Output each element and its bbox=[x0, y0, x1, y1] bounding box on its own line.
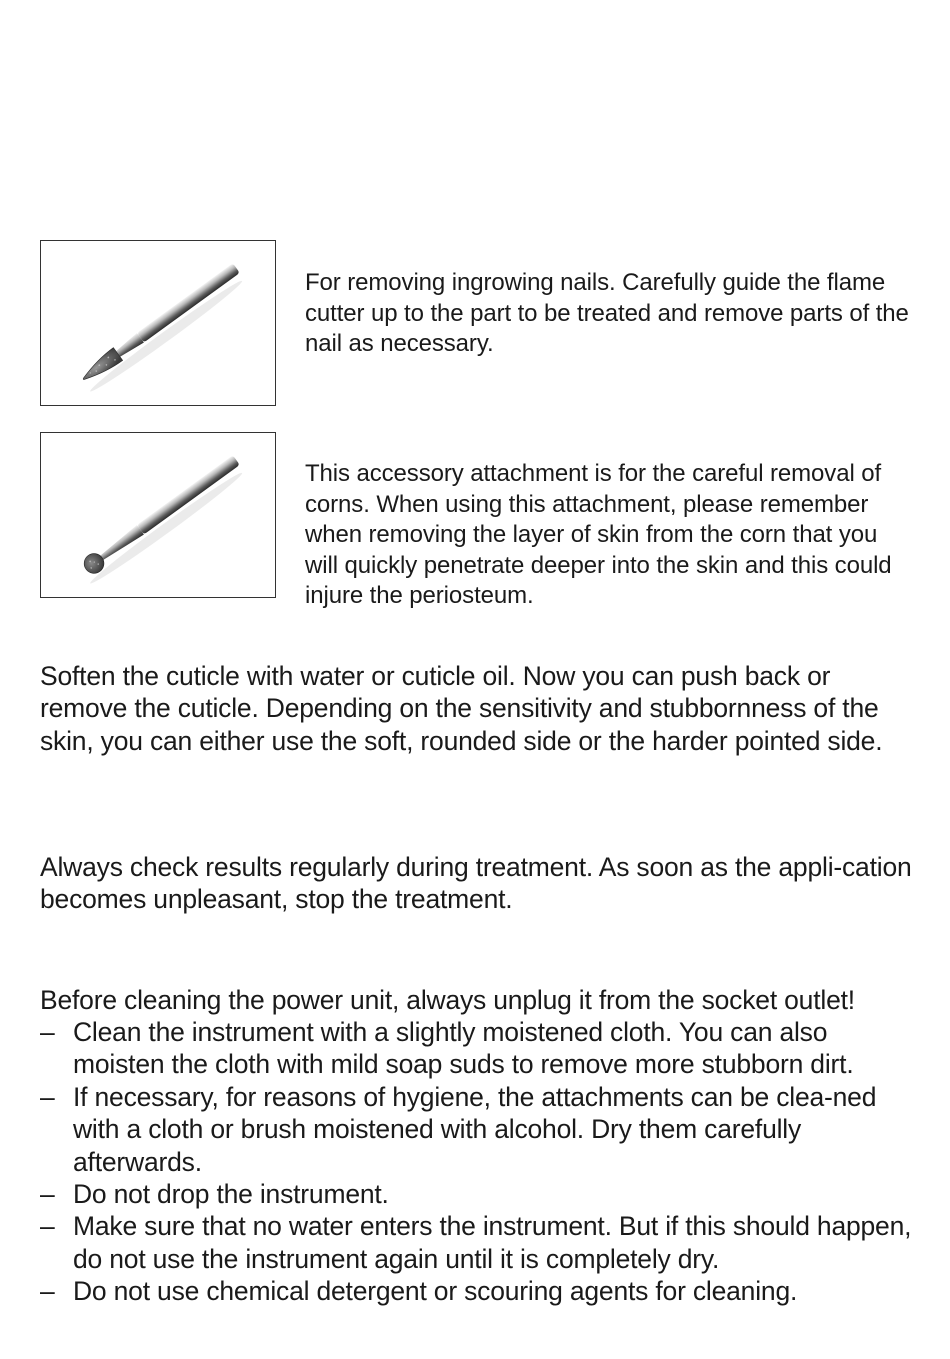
dash-marker: – bbox=[40, 1179, 55, 1210]
cuticle-paragraph: Soften the cuticle with water or cuticle oil. Now you can push back or remove the cuticle. Depending on the sensitivity and stubbornness of the skin, you can either use the soft, rounded side or the harder pointed side. bbox=[40, 661, 883, 756]
list-item bbox=[40, 1275, 920, 1307]
list-item bbox=[40, 1016, 920, 1081]
list-item bbox=[40, 1210, 920, 1275]
list-item-text: Do not use chemical detergent or scouring agents for cleaning. bbox=[73, 1276, 798, 1307]
dash-marker: – bbox=[40, 1211, 55, 1242]
ball-cutter-description: This accessory attachment is for the careful removal of corns. When using this attachment, please remember when removing the layer of skin from the corn that you will quickly penetrate deeper into the skin and this could injure the periosteum. bbox=[305, 460, 892, 609]
list-item bbox=[40, 1178, 920, 1210]
flame-cutter-image bbox=[40, 240, 276, 406]
dash-marker: – bbox=[40, 1081, 55, 1112]
dash-marker: – bbox=[40, 1017, 55, 1047]
dash-marker: – bbox=[40, 1276, 55, 1307]
list-item-text: If necessary, for reasons of hygiene, the attachments can be clea-​ned with a cloth or brush moistened with alcohol. Dry them carefully afterwards. bbox=[73, 1081, 877, 1177]
list-item-text: Clean the instrument with a slightly moistened cloth. You can also moisten the cloth with mild soap suds to remove more stubborn dirt. bbox=[73, 1017, 854, 1080]
list-item-text: Make sure that no water enters the instrument. But if this should happen, do not use the instrument again until it is completely dry. bbox=[73, 1211, 912, 1274]
list-item-text: Do not drop the instrument. bbox=[73, 1179, 389, 1210]
check-results-paragraph: Always check results regularly during treatment. As soon as the appli-​cation becomes unpleasant, stop the treatment. bbox=[40, 852, 912, 915]
cleaning-list bbox=[40, 1016, 920, 1308]
flame-cutter-description: For removing ingrowing nails. Carefully guide the flame cutter up to the part to be treated and remove parts of the nail as necessary. bbox=[305, 269, 909, 357]
cleaning-intro: Before cleaning the power unit, always unplug it from the socket outlet! bbox=[40, 985, 855, 1015]
ball-cutter-image bbox=[40, 432, 276, 598]
list-item bbox=[40, 1081, 920, 1178]
